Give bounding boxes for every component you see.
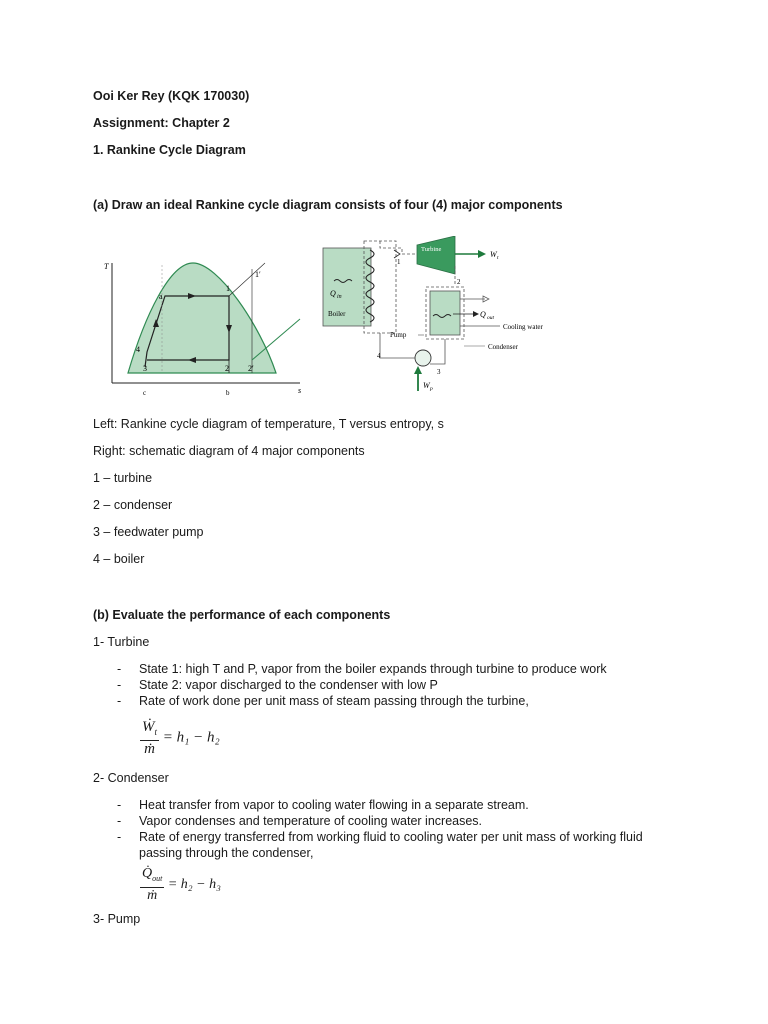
pump-body: [415, 350, 431, 366]
condenser-box: [430, 291, 460, 335]
wt-sub: t: [497, 255, 499, 261]
cooling-water-label: Cooling water: [503, 323, 543, 331]
component-2: 2 – condenser: [93, 498, 173, 512]
author-line: Ooi Ker Rey (KQK 170030): [93, 89, 250, 103]
section-title: 1. Rankine Cycle Diagram: [93, 143, 246, 157]
turbine-eq-numerator: Ẇ: [142, 719, 155, 735]
saturation-dome: [128, 263, 276, 373]
ts-diagram: [100, 255, 310, 400]
turbine-eq-rhs: = h₁ − h₂: [162, 729, 220, 746]
caption-left: Left: Rankine cycle diagram of temperature, T versus entropy, s: [93, 417, 444, 431]
tick-b-label: b: [226, 389, 230, 397]
component-3: 3 – feedwater pump: [93, 525, 204, 539]
state-3-label: 3: [437, 368, 441, 376]
axis-s-label: s: [298, 386, 302, 395]
list-item: - State 2: vapor discharged to the condenser with low P: [117, 677, 699, 693]
qout-label: Q: [480, 310, 486, 319]
qin-sub: in: [337, 294, 342, 300]
condenser-eq-numerator-sub: out: [152, 873, 163, 883]
condenser-eq-rhs: = h₂ − h₃: [167, 877, 221, 893]
part-a-heading: (a) Draw an ideal Rankine cycle diagram consists of four (4) major components: [93, 198, 563, 212]
turbine-eq-numerator-sub: t: [154, 727, 158, 737]
point-1-label: 1: [226, 284, 230, 293]
turbine-eq-denominator: ṁ: [144, 741, 155, 757]
condenser-eq-numerator: Q̇: [142, 866, 153, 881]
turbine-title: 1- Turbine: [93, 635, 150, 649]
state-2-label: 2: [457, 278, 461, 286]
condenser-title: 2- Condenser: [93, 771, 169, 785]
part-b-heading: (b) Evaluate the performance of each components: [93, 608, 391, 622]
condenser-eq-denominator: ṁ: [147, 887, 158, 903]
point-2-label: 2: [225, 364, 229, 373]
condenser-label: Condenser: [488, 343, 518, 351]
turbine-bullets: [117, 661, 699, 709]
point-1p-label: 1′: [255, 270, 261, 279]
component-1: 1 – turbine: [93, 471, 153, 485]
wp-label: W: [423, 381, 430, 390]
condenser-bullets: [117, 797, 699, 861]
boiler-label: Boiler: [328, 310, 346, 318]
point-4-label: 4: [136, 345, 140, 354]
axis-t-label: T: [104, 262, 109, 271]
point-3-label: 3: [143, 364, 147, 373]
turbine-label: Turbine: [421, 246, 442, 253]
qin-label: Q: [330, 289, 336, 298]
list-item: - Vapor condenses and temperature of cooling water increases.: [117, 813, 699, 829]
state-4-label: 4: [377, 352, 381, 360]
list-item: - Heat transfer from vapor to cooling water flowing in a separate stream.: [117, 797, 699, 813]
point-a-label: a: [159, 292, 163, 301]
component-4: 4 – boiler: [93, 552, 145, 566]
list-item: - State 1: high T and P, vapor from the boiler expands through turbine to produce work: [117, 661, 699, 677]
condenser-equation: [140, 866, 221, 904]
schematic-diagram: [320, 236, 565, 396]
tick-c-label: c: [143, 389, 147, 397]
wp-sub: p: [430, 386, 433, 392]
turbine-equation: [140, 719, 220, 757]
pump-title: 3- Pump: [93, 912, 141, 926]
assignment-line: Assignment: Chapter 2: [93, 116, 230, 130]
list-item: - Rate of energy transferred from working fluid to cooling water per unit mass of working fluid passing through the condenser,: [117, 829, 679, 861]
qout-sub: out: [487, 315, 495, 321]
wt-label: W: [490, 250, 497, 259]
turbine-body: [417, 236, 455, 274]
caption-right: Right: schematic diagram of 4 major components: [93, 444, 365, 458]
point-2p-label: 2′: [248, 364, 254, 373]
pump-label: Pump: [390, 331, 407, 339]
list-item: - Rate of work done per unit mass of steam passing through the turbine,: [117, 693, 699, 709]
state-1-label: 1: [397, 258, 401, 266]
